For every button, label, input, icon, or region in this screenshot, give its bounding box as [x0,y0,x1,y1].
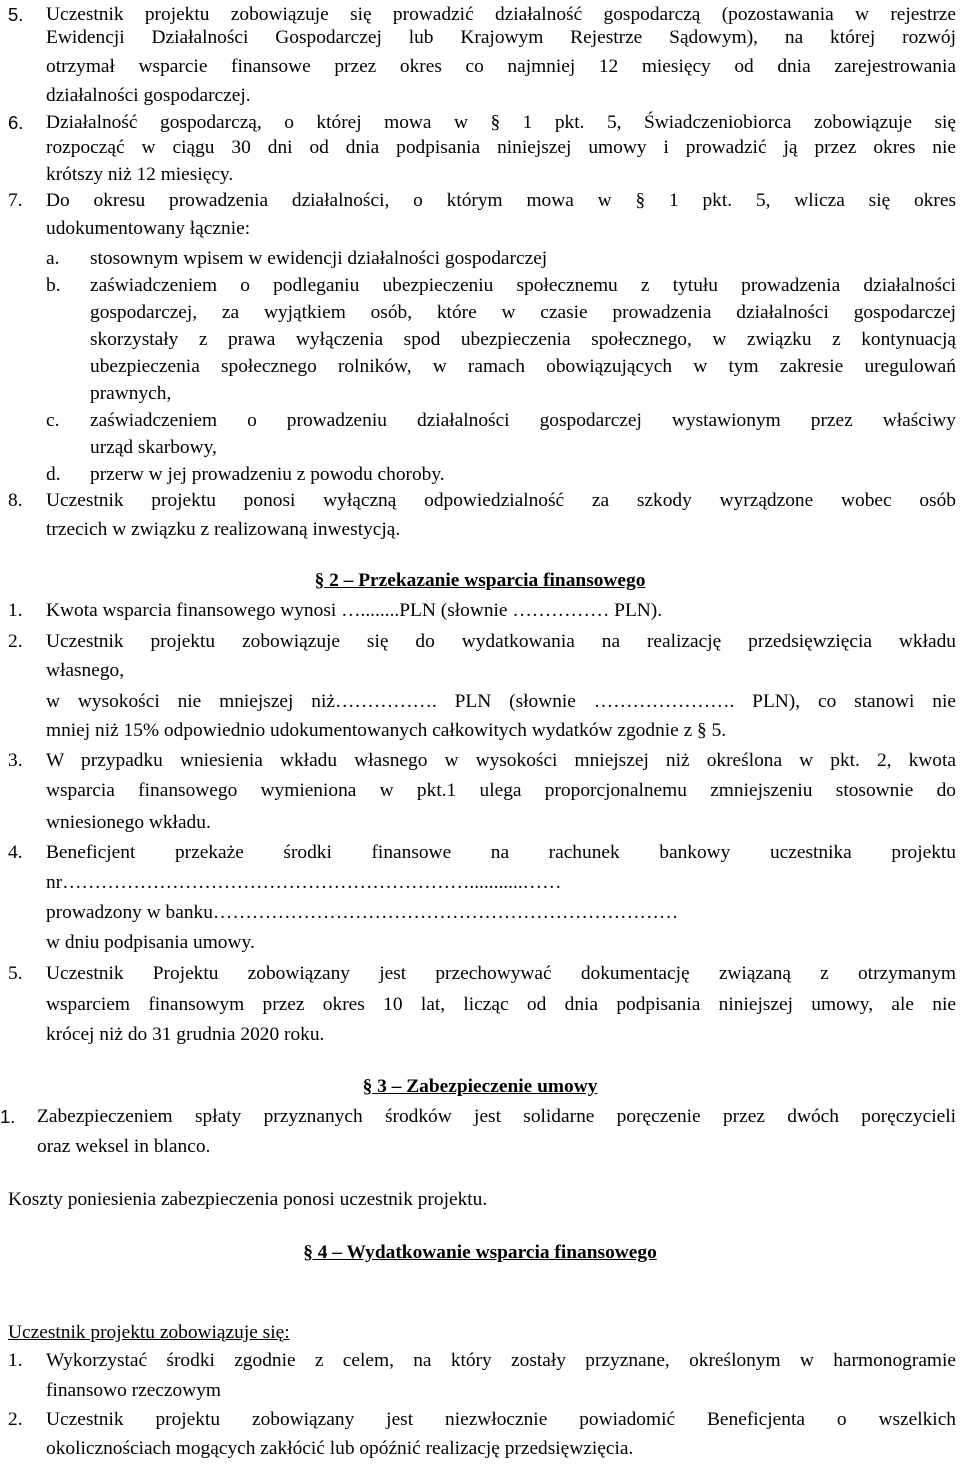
section-3-item-1-number: 1. [0,1106,16,1127]
section-2-item-5-text: wsparciem finansowym przez okres 10 lat, licząc od dnia podpisania niniejszej umowy, ale nie [46,994,956,1015]
item-7-text: udokumentowany łącznie: [46,218,251,239]
section-2-item-5-text: krócej niż do 31 grudnia 2020 roku. [46,1024,325,1045]
item-6-text: rozpocząć w ciągu 30 dni od dnia podpisania niniejszej umowy i prowadzić ją przez okres nie [46,137,956,158]
sub-item-b-text: ubezpieczenia społecznego rolników, w ramach obowiązujących w tym zakresie uregulowań [90,356,956,377]
section-2-item-1-text: Kwota wsparcia finansowego wynosi …........PLN (słownie …………… PLN). [46,600,663,621]
section-4-item-2-text: okolicznościach mogących zakłócić lub opóźnić realizację przedsięwzięcia. [46,1438,634,1459]
section-2-item-4-text: w dniu podpisania umowy. [46,932,255,953]
item-5-text: Ewidencji Działalności Gospodarczej lub Krajowym Rejestrze Sądowym), na której rozwój [46,27,956,48]
section-2-item-3-text: wsparcia finansowego wymieniona w pkt.1 ulega proporcjonalnemu zmniejszeniu stosownie do [46,780,956,801]
section-2-item-1-number: 1. [8,600,23,621]
section-2-item-2-text: własnego, [46,660,125,681]
item-5-number: 5. [8,4,24,25]
item-8-text: trzecich w związku z realizowaną inwestycją. [46,519,401,540]
section-2-item-3-number: 3. [8,750,23,771]
sub-item-c-text: zaświadczeniem o prowadzeniu działalności gospodarczej wystawionym przez właściwy [90,410,956,431]
sub-item-d-text: przerw w jej prowadzeniu z powodu choroby. [90,464,445,485]
section-2-item-2-text: w wysokości nie mniejszej niż……………. PLN (słownie …………………. PLN), co stanowi nie [46,691,956,712]
item-8-text: Uczestnik projektu ponosi wyłączną odpowiedzialność za szkody wyrządzone wobec osób [46,490,956,511]
section-2-item-4-number: 4. [8,842,23,863]
sub-item-c-letter: c. [46,410,60,431]
sub-item-b-letter: b. [46,275,61,296]
section-2-item-2-number: 2. [8,631,23,652]
section-4-intro-text: Uczestnik projektu zobowiązuje się: [8,1322,290,1343]
section-4-item-2-number: 2. [8,1409,23,1430]
section-2-item-3-text: wniesionego wkładu. [46,812,211,833]
section-2-item-2-text: mniej niż 15% odpowiednio udokumentowanych całkowitych wydatków zgodnie z § 5. [46,720,727,741]
section-2-item-4-text: Beneficjent przekaże środki finansowe na rachunek bankowy uczestnika projektu [46,842,956,863]
sub-item-c-text: urząd skarbowy, [90,437,217,458]
item-8-number: 8. [8,490,23,511]
section-2-item-4-text: nr………………………………………………………...........…… [46,872,562,893]
item-5-text: działalności gospodarczej. [46,85,251,106]
section-4-item-1-text: Wykorzystać środki zgodnie z celem, na który zostały przyznane, określonym w harmonogramie [46,1350,956,1371]
item-7-number: 7. [8,190,23,211]
section-2-item-3-text: W przypadku wniesienia wkładu własnego w wysokości mniejszej niż określona w pkt. 2, kwota [46,750,956,771]
security-costs-text: Koszty poniesienia zabezpieczenia ponosi uczestnik projektu. [8,1189,488,1210]
section-2-item-5-number: 5. [8,963,23,984]
item-6-text: Działalność gospodarczą, o której mowa w § 1 pkt. 5, Świadczeniobiorca zobowiązuje się [46,112,956,133]
section-3-heading: § 3 – Zabezpieczenie umowy [362,1076,598,1097]
item-6-number: 6. [8,112,24,133]
section-4-heading: § 4 – Wydatkowanie wsparcia finansowego [303,1242,657,1263]
sub-item-b-text: prawnych, [90,383,172,404]
section-3-item-1-text: Zabezpieczeniem spłaty przyznanych środków jest solidarne poręczenie przez dwóch poręczycieli [37,1106,956,1127]
section-2-heading: § 2 – Przekazanie wsparcia finansowego [314,570,646,591]
item-5-text: Uczestnik projektu zobowiązuje się prowadzić działalność gospodarczą (pozostawania w rejestrze [46,4,956,25]
section-4-item-2-text: Uczestnik projektu zobowiązany jest niezwłocznie powiadomić Beneficjenta o wszelkich [46,1409,956,1430]
sub-item-b-text: skorzystały z prawa wyłączenia spod ubezpieczenia społecznego, w związku z kontynuacją [90,329,956,350]
sub-item-a-letter: a. [46,248,60,269]
section-2-item-2-text: Uczestnik projektu zobowiązuje się do wydatkowania na realizację przedsięwzięcia wkładu [46,631,956,652]
section-3-item-1-text: oraz weksel in blanco. [37,1136,211,1157]
item-5-text: otrzymał wsparcie finansowe przez okres co najmniej 12 miesięcy od dnia zarejestrowania [46,56,956,77]
item-7-text: Do okresu prowadzenia działalności, o którym mowa w § 1 pkt. 5, wlicza się okres [46,190,956,211]
section-2-item-5-text: Uczestnik Projektu zobowiązany jest przechowywać dokumentację związaną z otrzymanym [46,963,956,984]
section-2-item-4-text: prowadzony w banku……………………………………………………………… [46,902,679,923]
sub-item-a-text: stosownym wpisem w ewidencji działalności gospodarczej [90,248,548,269]
section-4-item-1-number: 1. [8,1350,23,1371]
section-4-item-1-text: finansowo rzeczowym [46,1380,221,1401]
sub-item-b-text: gospodarczej, za wyjątkiem osób, które w czasie prowadzenia działalności gospodarczej [90,302,956,323]
item-6-text: krótszy niż 12 miesięcy. [46,164,234,185]
sub-item-d-letter: d. [46,464,61,485]
sub-item-b-text: zaświadczeniem o podleganiu ubezpieczeniu społecznemu z tytułu prowadzenia działalności [90,275,956,296]
